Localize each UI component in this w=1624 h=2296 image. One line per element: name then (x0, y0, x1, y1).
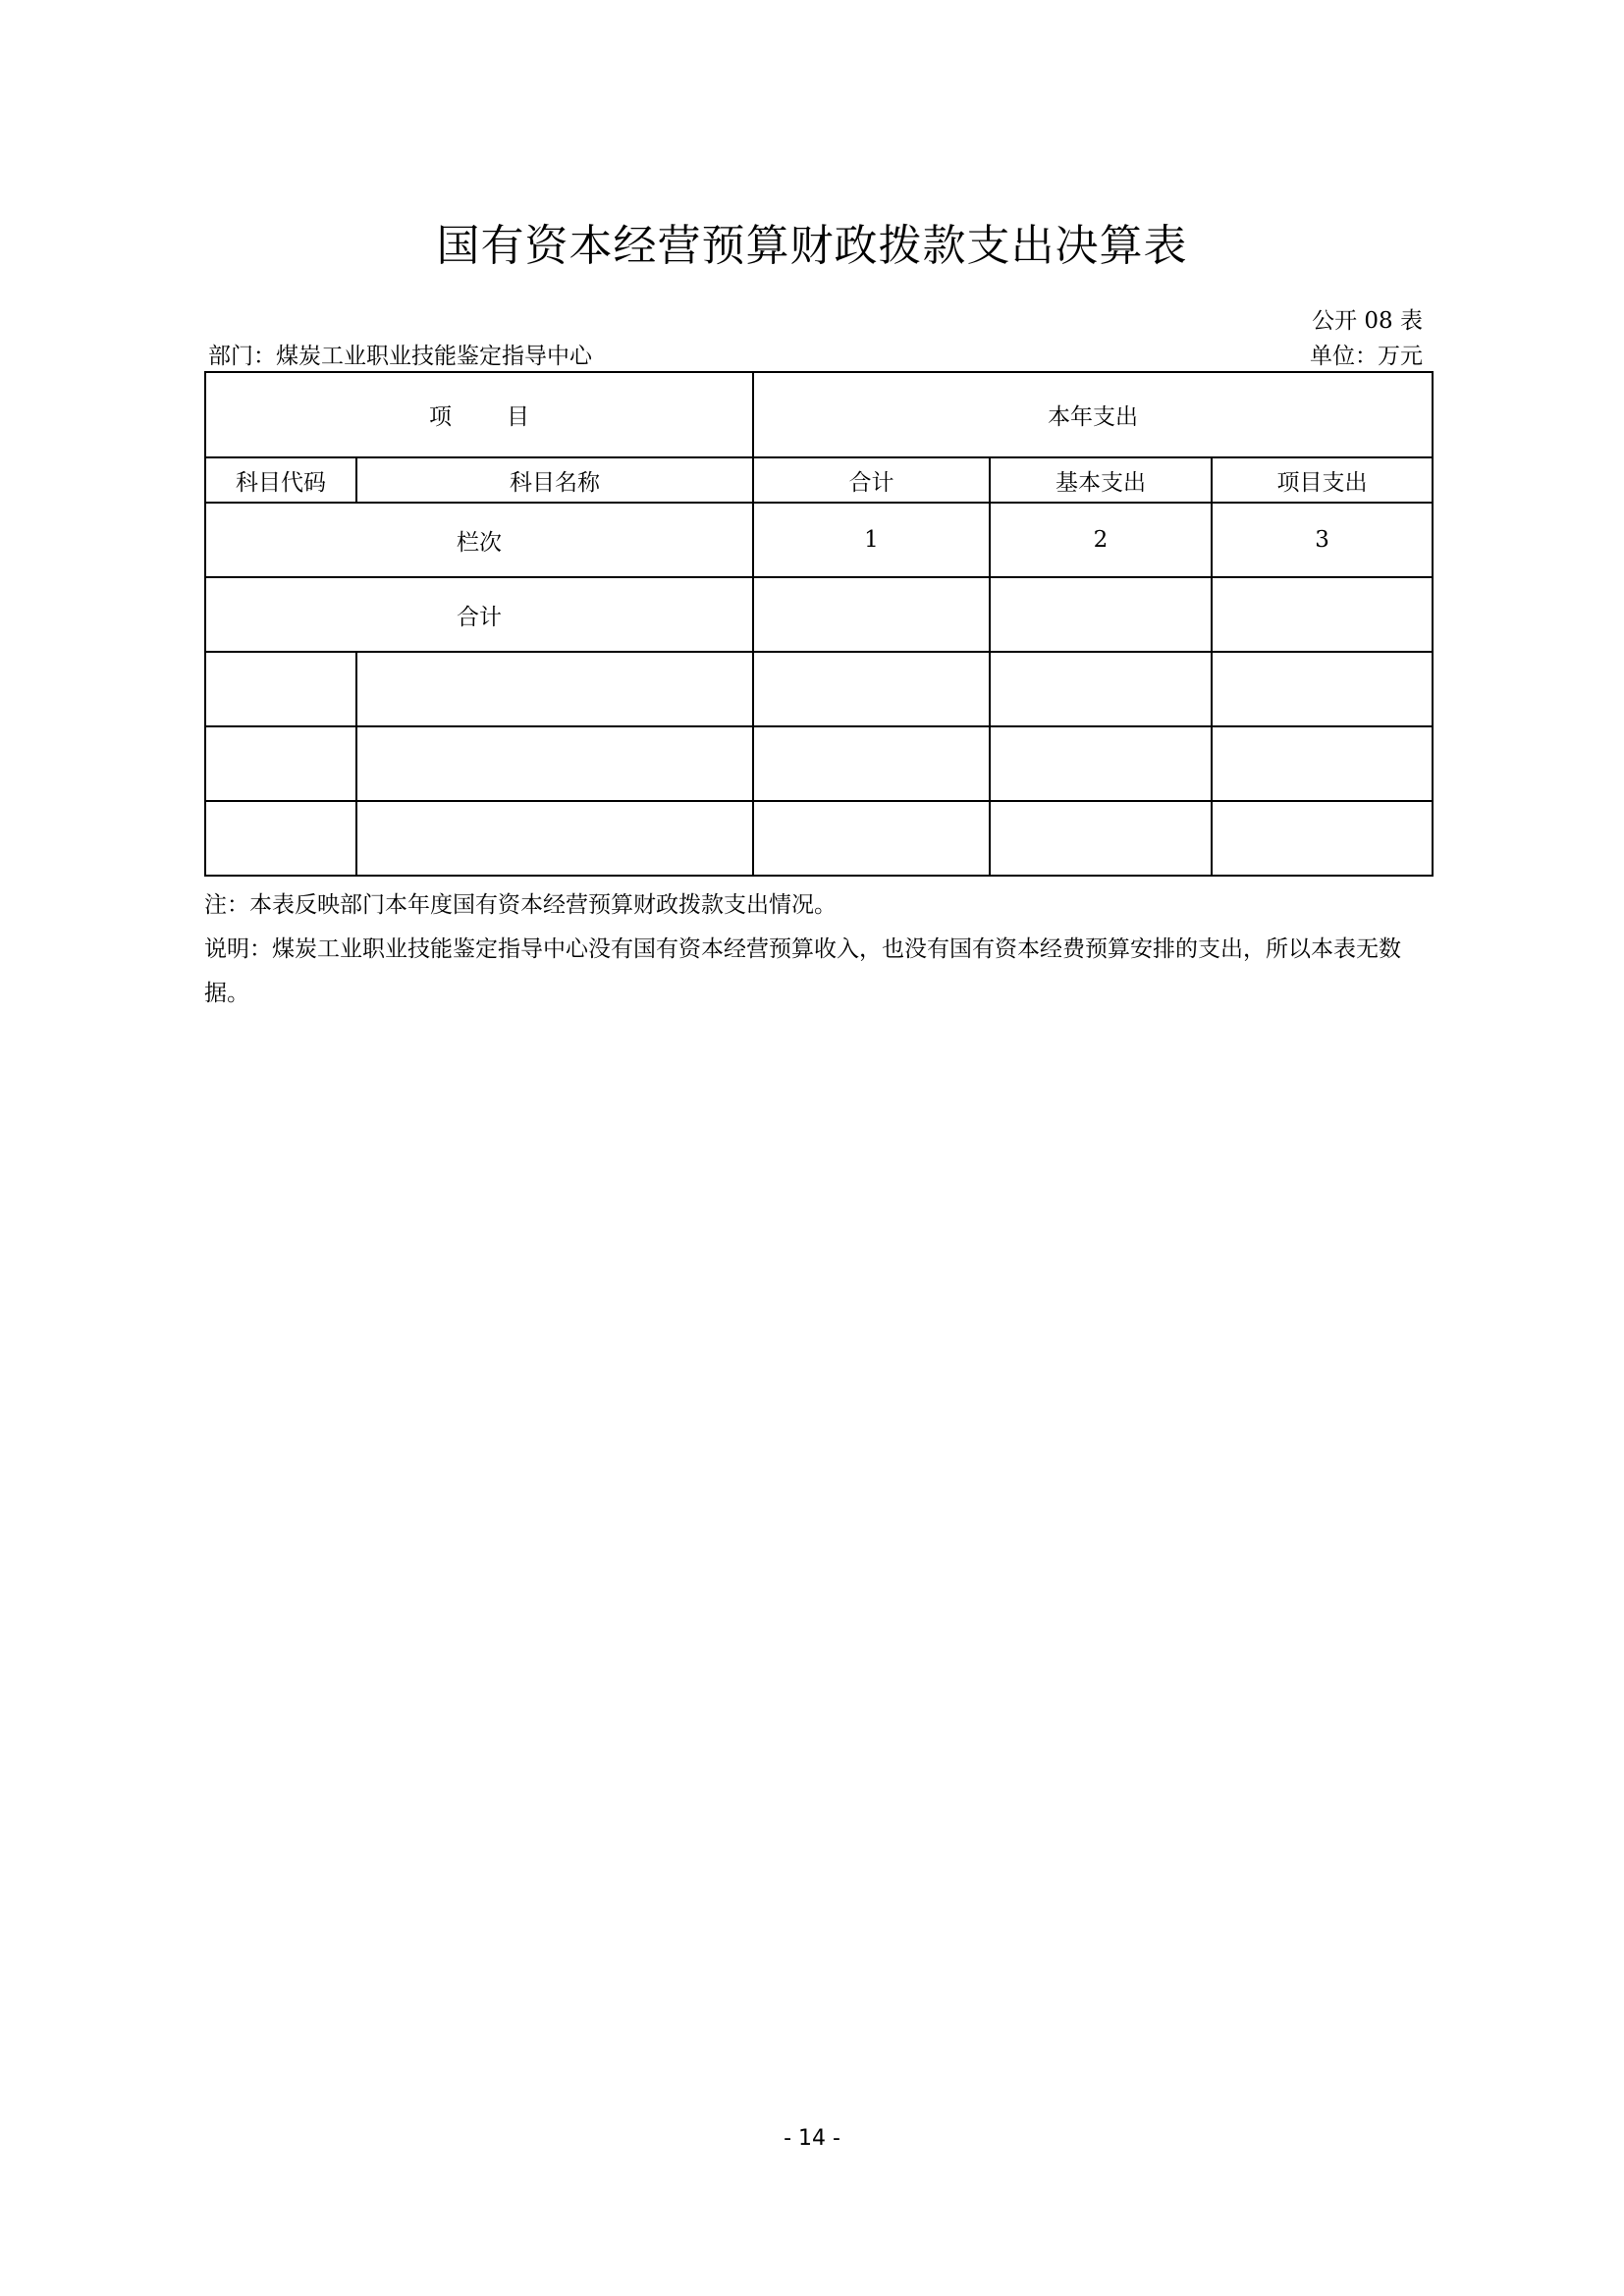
row-name (356, 801, 753, 876)
row-code (205, 801, 356, 876)
row-project (1212, 652, 1433, 726)
total-row-sum (753, 577, 990, 652)
row-basic (990, 652, 1212, 726)
total-row (205, 577, 1433, 652)
row-name (356, 652, 753, 726)
unit-label: 单位：万元 (1310, 344, 1423, 369)
row-total (753, 652, 990, 726)
row-basic (990, 726, 1212, 801)
column-index-label: 栏次 (205, 503, 753, 577)
row-code (205, 726, 356, 801)
table-row (205, 652, 1433, 726)
row-project (1212, 726, 1433, 801)
table-header-row (205, 372, 1433, 457)
table-column-row (205, 457, 1433, 503)
column-header-basic: 基本支出 (990, 457, 1212, 503)
table-row (205, 726, 1433, 801)
column-index-3: 3 (1212, 503, 1433, 577)
column-index-2: 2 (990, 503, 1212, 577)
row-name (356, 726, 753, 801)
column-header-name: 科目名称 (356, 457, 753, 503)
row-basic (990, 801, 1212, 876)
column-index-1: 1 (753, 503, 990, 577)
table-explanation: 说明：煤炭工业职业技能鉴定指导中心没有国有资本经营预算收入，也没有国有资本经费预算安排的支出，所以本表无数据。 (204, 936, 1401, 1006)
column-index-row (205, 503, 1433, 577)
page-title: 国有资本经营预算财政拨款支出决算表 (436, 221, 1188, 271)
header-item: 项目 (205, 372, 753, 457)
header-current-year: 本年支出 (753, 372, 1433, 457)
row-total (753, 801, 990, 876)
total-row-label: 合计 (205, 577, 753, 652)
table-row (205, 801, 1433, 876)
notes-section (204, 883, 1434, 1016)
column-header-total: 合计 (753, 457, 990, 503)
column-header-code: 科目代码 (205, 457, 356, 503)
row-total (753, 726, 990, 801)
table-note: 注：本表反映部门本年度国有资本经营预算财政拨款支出情况。 (204, 892, 837, 918)
total-row-project (1212, 577, 1433, 652)
page-number: - 14 - (784, 2126, 840, 2151)
row-code (205, 652, 356, 726)
total-row-basic (990, 577, 1212, 652)
column-header-project: 项目支出 (1212, 457, 1433, 503)
row-project (1212, 801, 1433, 876)
form-number: 公开 08 表 (1312, 308, 1423, 334)
department-label: 部门：煤炭工业职业技能鉴定指导中心 (208, 344, 592, 369)
budget-table (204, 371, 1434, 877)
